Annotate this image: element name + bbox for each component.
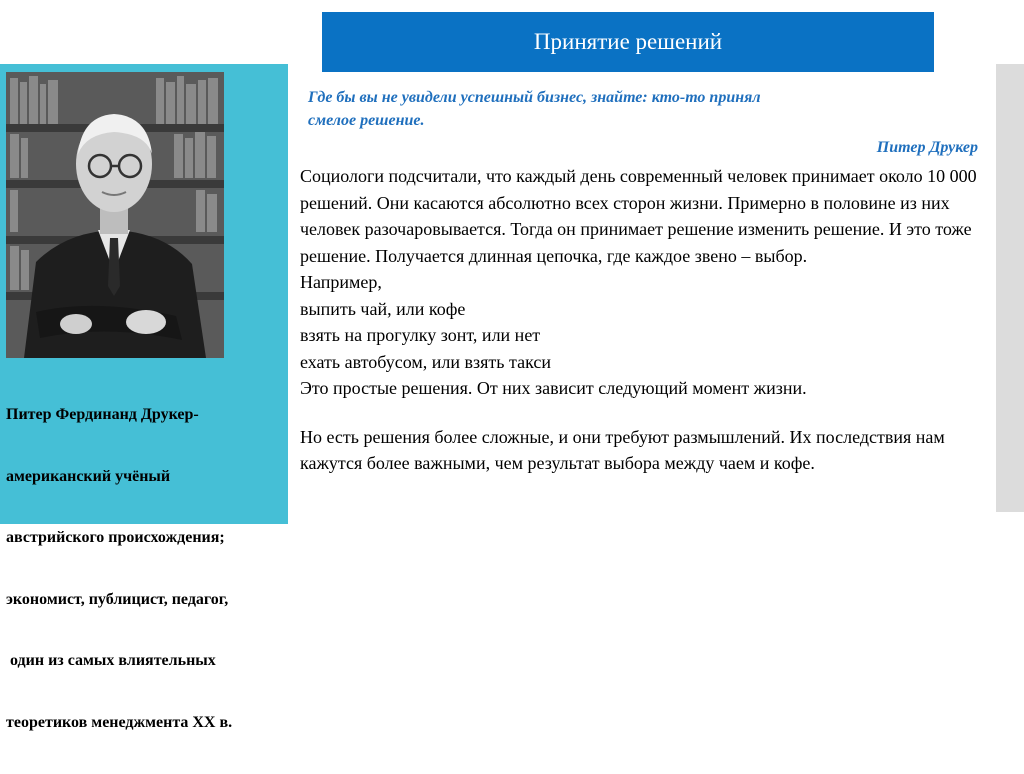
caption-line: один из самых влиятельных [6, 652, 216, 669]
main-text [300, 163, 990, 477]
slide-title-bar [322, 12, 934, 72]
portrait-photo [6, 72, 224, 358]
portrait-caption [6, 364, 286, 774]
example-item: взять на прогулку зонт, или нет [300, 325, 541, 345]
paragraph-complex-decisions: Но есть решения более сложные, и они требуют размышлений. Их последствия нам кажутся более важными, чем результат выбора между чаем и кофе. [300, 426, 945, 473]
example-item: выпить чай, или кофе [300, 298, 466, 319]
caption-line: теоретиков менеджмента XX в. [6, 713, 233, 731]
example-item: ехать автобусом, или взять такси [300, 351, 551, 372]
caption-line: экономист, публицист, педагог, [6, 590, 229, 608]
quote-line: смелое решение. [308, 112, 425, 129]
caption-line: американский учёный [6, 467, 171, 485]
paragraph-intro: Социологи подсчитали, что каждый день современный человек принимает около 10 000 решений. Они касаются абсолютно всех сторон жизни. Примерно в половине из них человек разочаровывается. Тогда он принимает решение изменить решение. И это тоже решение. Получается длинная цепочка, где каждое звено – выбор. [300, 166, 977, 266]
portrait-illustration [6, 72, 224, 358]
caption-line: австрийского происхождения; [6, 529, 225, 546]
sidebar-panel [0, 64, 288, 731]
example-intro: Например, [300, 272, 382, 292]
caption-line: Питер Фердинанд Друкер- [6, 406, 199, 423]
quote-author: Питер Друкер [876, 139, 978, 156]
slide-title: Принятие решений [533, 29, 723, 54]
quote-line: Где бы вы не увидели успешный бизнес, знайте: кто-то принял [308, 89, 761, 106]
decorative-strip [996, 64, 1024, 512]
epigraph-quote [308, 86, 968, 132]
paragraph-gap [300, 402, 990, 424]
paragraph-simple-decisions: Это простые решения. От них зависит следующий момент жизни. [300, 378, 807, 398]
